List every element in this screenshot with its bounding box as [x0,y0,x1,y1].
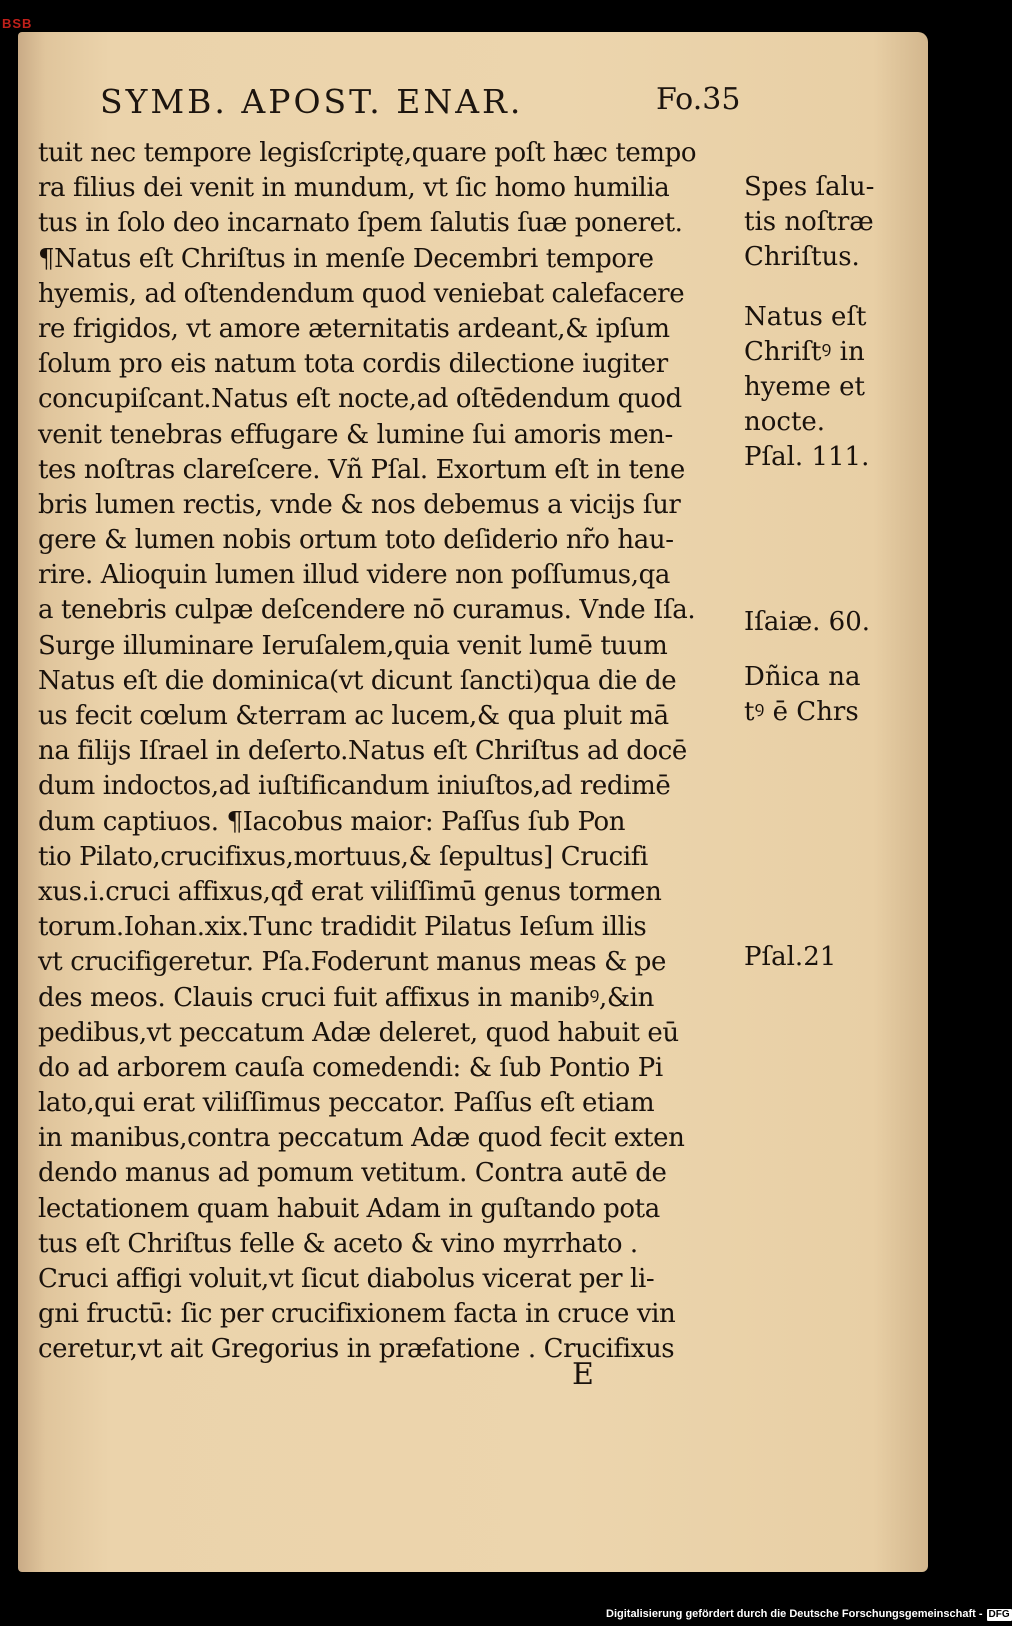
text-line: a tenebris culpæ deſcendere nō curamus. Vnde Iſa. [38,595,696,626]
text-line: in manibus,contra peccatum Adæ quod fecit exten [38,1123,685,1154]
dfg-logo-icon: DFG [988,1609,1010,1620]
text-line: des meos. Clauis cruci fuit affixus in manibꝰ,&in [38,982,654,1013]
folio-number: Fo.35 [656,82,741,117]
text-line: dum indoctos,ad iuſtificandum iniuſtos,ad redimē [38,771,671,802]
text-line: venit tenebras effugare & lumine ſui amoris men- [38,419,673,450]
text-line: us fecit cœlum &terram ac lucem,& qua pluit mā [38,701,669,731]
signature-mark: E [572,1357,594,1392]
margin-note: Pſal. 111. [744,442,870,472]
text-line: xus.i.cruci affixus,qđ erat viliſſimū genus tormen [38,876,662,907]
text-line: tio Pilato,crucifixus,mortuus,& ſepultus] Crucifi [38,841,648,872]
text-line: na filijs Iſrael in deſerto.Natus eſt Chriſtus ad docē [38,736,687,767]
text-line: Surge illuminare Ieruſalem,quia venit lumē tuum [38,630,668,661]
text-line: ceretur,vt ait Gregorius in præfatione . Crucifixus [38,1334,675,1365]
footer-credit [606,1608,1012,1621]
text-line: vt crucifigeretur. Pſa.Foderunt manus meas & pe [38,947,666,978]
text-line: hyemis, ad oſtendendum quod veniebat calefacere [38,278,685,309]
text-line: concupiſcant.Natus eſt nocte,ad oſtēdendum quod [38,384,682,415]
text-line: do ad arborem cauſa comedendi: & ſub Pontio Pi [38,1052,663,1083]
margin-note: Chriſtus. [744,242,860,272]
text-line: re frigidos, vt amore æternitatis ardeant,& ipſum [38,313,670,344]
library-mark: BSB [2,16,33,31]
margin-note: Pſal.21 [744,942,837,972]
footer-credit-text: Digitalisierung gefördert durch die Deutsche Forschungsgemeinschaft - [606,1608,983,1620]
text-line: pedibus,vt peccatum Adæ deleret, quod habuit eū [38,1017,679,1048]
text-line: ſolum pro eis natum tota cordis dilectione iugiter [38,349,668,380]
margin-note: nocte. [744,407,826,437]
text-line: gere & lumen nobis ortum toto deſiderio nr̃o hau- [38,525,674,556]
margin-note: Iſaiæ. 60. [744,607,871,637]
running-title: SYMB. APOST. ENAR. [100,82,524,121]
text-line: lectationem quam habuit Adam in guſtando pota [38,1193,660,1224]
text-line: torum.Iohan.xix.Tunc tradidit Pilatus Ieſum illis [38,912,647,943]
text-line: ¶Natus eſt Chriſtus in menſe Decembri tempore [38,243,654,274]
margin-note: Natus eſt [744,302,867,332]
margin-note: Spes ſalu- [744,172,875,202]
text-line: ra filius dei venit in mundum, vt ſic homo humilia [38,173,670,204]
text-line: Cruci affigi voluit,vt ſicut diabolus vicerat per li- [38,1264,655,1294]
text-line: rire. Alioquin lumen illud videre non poſſumus,qa [38,560,670,591]
text-line: bris lumen rectis, vnde & nos debemus a vicijs ſur [38,489,681,520]
text-line: tes noſtras clareſcere. Vñ Pſal. Exortum eſt in tene [38,454,685,485]
text-line: gni fructū: ſic per crucifixionem facta in cruce vin [38,1299,676,1330]
text-line: Natus eſt die dominica(vt dicunt ſancti)qua die de [38,665,677,696]
text-line: lato,qui erat viliſſimus peccator. Paſſus eſt etiam [38,1088,655,1119]
margin-note: tꝰ ē Chrs [744,697,859,727]
margin-note: Chriſtꝰ in [744,337,865,367]
text-line: tuit nec tempore legisſcriptę,quare poſt hæc tempo [38,138,697,168]
margin-note: Dñica na [744,662,861,692]
margin-note: hyeme et [744,372,865,402]
body-text [38,136,736,1368]
text-line: dendo manus ad pomum vetitum. Contra autē de [38,1158,667,1189]
margin-note: tis noſtræ [744,207,874,237]
text-line: dum captiuos. ¶Iacobus maior: Paſſus ſub Pon [38,806,626,837]
text-line: tus in ſolo deo incarnato ſpem ſalutis ſuæ poneret. [38,208,683,239]
text-line: tus eſt Chriſtus felle & aceto & vino myrrhato . [38,1228,638,1259]
